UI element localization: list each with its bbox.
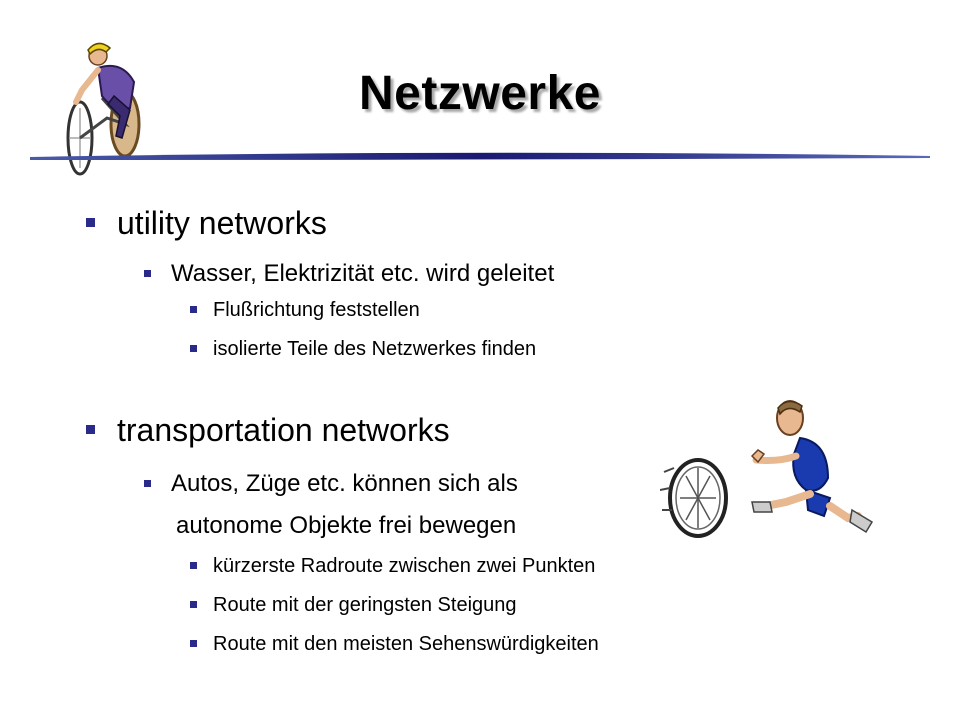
- bullet-label: Wasser, Elektrizität etc. wird geleitet: [171, 260, 555, 287]
- bullet-square-icon: [190, 562, 197, 569]
- bullet-label: autonome Objekte frei bewegen: [176, 512, 517, 539]
- bullet-label: Route mit den meisten Sehenswürdigkeiten: [213, 633, 599, 655]
- bullet-square-icon: [86, 425, 95, 434]
- bullet-square-icon: [190, 306, 197, 313]
- bullet-square-icon: [86, 218, 95, 227]
- bullet-utility-sub: [171, 260, 554, 288]
- bullet-square-icon: [190, 640, 197, 647]
- bullet-square-icon: [190, 345, 197, 352]
- bullet-square-icon: [144, 270, 151, 277]
- bullet-square-icon: [144, 480, 151, 487]
- bullet-transport-sub: [171, 470, 518, 498]
- title-divider: [30, 148, 930, 164]
- slide-title: Netzwerke: [359, 67, 601, 120]
- bullet-label: utility networks: [117, 205, 327, 241]
- bullet-square-icon: [190, 601, 197, 608]
- bullet-transportation-networks: [117, 412, 450, 449]
- bullet-label: Route mit der geringsten Steigung: [213, 594, 517, 616]
- bullet-utility-item: [213, 338, 536, 361]
- bullet-label: kürzerste Radroute zwischen zwei Punkten: [213, 555, 596, 577]
- bullet-label: Autos, Züge etc. können sich als: [171, 470, 518, 497]
- bullet-utility-networks: [117, 205, 327, 242]
- runner-chasing-wheel-clipart: [660, 398, 880, 550]
- bullet-transport-item: [213, 594, 517, 617]
- bullet-label: Flußrichtung feststellen: [213, 299, 420, 321]
- bullet-utility-item: [213, 299, 420, 322]
- bullet-label: isolierte Teile des Netzwerkes finden: [213, 338, 537, 360]
- bullet-label: transportation networks: [117, 412, 450, 448]
- bullet-transport-item: [213, 555, 595, 578]
- bullet-transport-sub-continuation: [176, 512, 516, 540]
- bullet-transport-item: [213, 633, 599, 656]
